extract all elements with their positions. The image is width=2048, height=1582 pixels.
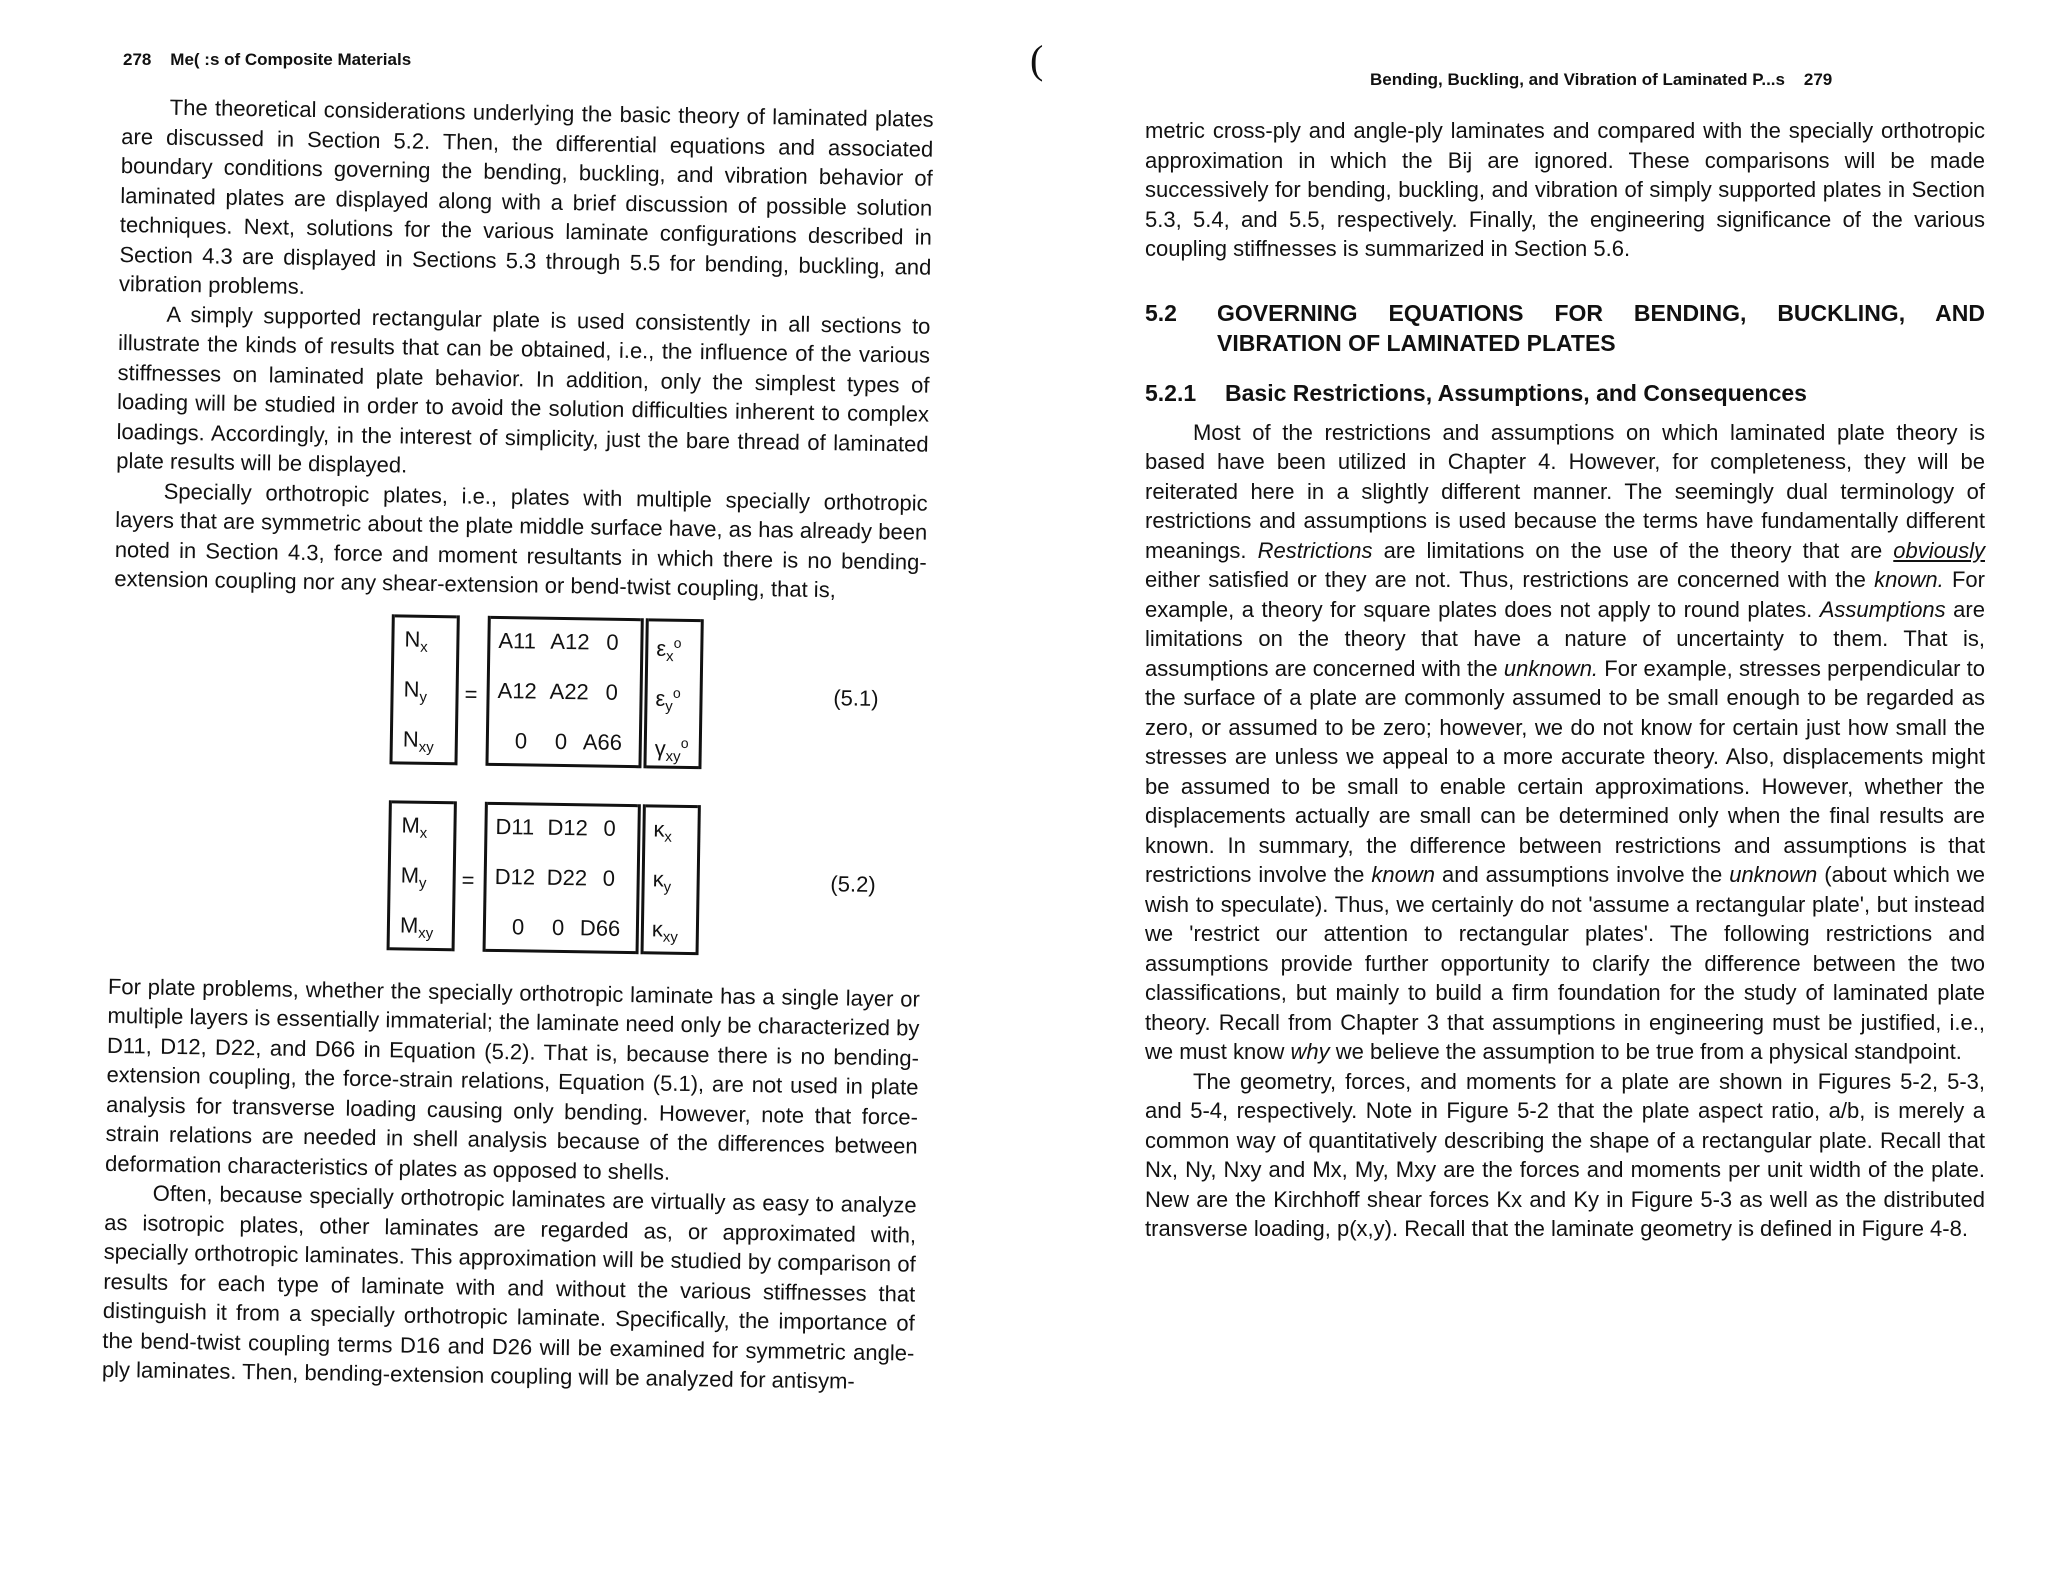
left-running-title: Me( :s of Composite Materials <box>170 50 412 69</box>
paragraph: metric cross-ply and angle-ply laminates and compared with the specially orthotropic approximation in which the Bij are ignored. These comparisons will be made successively for bending, buckling, and vibration of simply supported plates in Section 5.3, 5.4, and 5.5, respectively. Finally, the engineering significance of the various coupling stiffnesses is summarized in Section 5.6. <box>1145 118 1985 261</box>
paragraph: The geometry, forces, and moments for a plate are shown in Figures 5-2, 5-3, and 5-4, respectively. Note in Figure 5-2 that the plate aspect ratio, a/b, is merely a common way of quantitatively describing the shape of a rectangular plate. Recall that Nx, Ny, Nxy and Mx, My, Mxy are the forces and moments per unit width of the plate. New are the Kirchhoff shear forces Kx and Ky in Figure 5-3 as well as the distributed transverse loading, p(x,y). Recall that the laminate geometry is defined in Figure 4-8. <box>1145 1068 1985 1241</box>
equation-5-1: $N_x$ $N_y$ $N_{xy}$ = A11 A12 0 A12 A22 0 0 0 A66 $\varepsilon_x^o$ $\varepsilon_y^o$ $\gamma_{xy}^o$ (5.1) <box>111 599 926 788</box>
section-heading-5-2-1: 5.2.1 Basic Restrictions, Assumptions, and Consequences <box>1145 379 1807 406</box>
equation-number: (5.1) <box>833 684 879 711</box>
right-column-text <box>1145 116 1985 1244</box>
paragraph: The theoretical considerations underlying the basic theory of laminated plates are discussed in Section 5.2. Then, the differential equations and associated boundary conditions governing the bending, buckling, and vibration behavior of laminated plates are displayed along with a brief discussion of possible solution techniques. Next, solutions for the various laminate configurations described in Section 4.3 are displayed in Sections 5.3 through 5.5 for bending, buckling, and vibration problems. <box>118 94 934 299</box>
right-page-number: 279 <box>1803 70 1833 89</box>
left-page <box>0 0 1000 1582</box>
right-running-title: Bending, Buckling, and Vibration of Laminated P...s <box>1370 70 1785 89</box>
strain-vector: $\varepsilon_x^o$ $\varepsilon_y^o$ $\gamma_{xy}^o$ <box>643 618 703 769</box>
paragraph: Specially orthotropic plates, i.e., plates with multiple specially orthotropic layers that are symmetric about the plate middle surface have, as has already been noted in Section 4.3, force and moment resultants in which there is no bending-extension coupling nor any shear-extension or bend-twist coupling, that is, <box>114 478 928 603</box>
right-page <box>1040 0 2048 1582</box>
paragraph: For plate problems, whether the specially orthotropic laminate has a single layer or multiple layers is essentially immaterial; the laminate need only be characterized by D11, D12, D22, and D66 in Equation (5.2). That is, because there is no bending-extension coupling, the force-strain relations, Equation (5.1), are not used in plate analysis for transverse loading causing only bending. However, note that force-strain relations are needed in shell analysis because of the differences between deformation characteristics of plates as opposed to shells. <box>104 973 921 1185</box>
margin-mark: ( <box>1030 37 1044 82</box>
equation-5-2: $M_x$ $M_y$ $M_{xy}$ = D11 D12 0 D12 D22 0 0 0 D66 $\kappa_x$ $\kappa_y$ $\kappa_{xy}$ (5.2) <box>108 785 923 974</box>
right-running-head <box>1370 70 1832 90</box>
stiffness-matrix-d: D11 D12 0 D12 D22 0 0 0 D66 <box>483 801 641 953</box>
paragraph: Most of the restrictions and assumptions on which laminated plate theory is based have been utilized in Chapter 4. However, for completeness, they will be reiterated here in a slightly different manner. The seemingly dual terminology of restrictions and assumptions is used because the terms have fundamentally different meanings. Restrictions are limitations on the use of the theory that are obviously either satisfied or they are not. Thus, restrictions are concerned with the known. For example, a theory for square plates does not apply to round plates. Assumptions are limitations on the theory that have a nature of uncertainty to them. That is, assumptions are concerned with the unknown. For example, stresses perpendicular to the surface of a plate are commonly assumed to be small enough to be regarded as zero, or assumed to be zero; however, we do not know for certain just how small the stresses are unless we appeal to a more accurate theory. Also, displacements might be assumed to be small to enable certain approximations. However, whether the displacements actually are small can be determined only when the final results are known. In summary, the difference between restrictions and assumptions is that restrictions involve the known and assumptions involve the unknown (about which we wish to speculate). Thus, we certainly do not 'assume a rectangular plate', but instead we 'restrict our attention to rectangular plates'. The following restrictions and assumptions provide further opportunity to clarify the difference between the two classifications, but mainly to build a firm foundation for the study of laminated plate theory. Recall from Chapter 3 that assumptions in engineering must be justified, i.e., we must know why we believe the assumption to be true from a physical standpoint. <box>1145 419 1985 1064</box>
left-running-head <box>123 50 411 70</box>
curvature-vector: $\kappa_x$ $\kappa_y$ $\kappa_{xy}$ <box>641 804 701 955</box>
left-column-text <box>102 92 934 1397</box>
left-page-number: 278 <box>123 50 152 69</box>
section-heading-5-2: 5.2 GOVERNING EQUATIONS FOR BENDING, BUCKLING, AND VIBRATION OF LAMINATED PLATES <box>1145 299 1985 356</box>
paragraph: Often, because specially orthotropic laminates are virtually as easy to analyze as isotropic plates, other laminates are regarded as, or approximated with, specially orthotropic laminates. This approximation will be studied by comparison of results for each type of laminate with and without the various stiffnesses that distinguish it from a specially orthotropic laminate. Specifically, the importance of the bend-twist coupling terms D16 and D26 will be examined for symmetric angle-ply laminates. Then, bending-extension coupling will be analyzed for antisym- <box>101 1180 917 1394</box>
stiffness-matrix-a: A11 A12 0 A12 A22 0 0 0 A66 <box>485 615 643 767</box>
equation-number: (5.2) <box>830 870 876 897</box>
force-vector: $N_x$ $N_y$ $N_{xy}$ <box>389 614 459 765</box>
moment-vector: $M_x$ $M_y$ $M_{xy}$ <box>387 800 457 951</box>
paragraph: A simply supported rectangular plate is used consistently in all sections to illustrate the kinds of results that can be obtained, i.e., the influence of the various stiffnesses on laminated plate behavior. In addition, only the simplest types of loading will be studied in order to avoid the solution difficulties inherent to complex loadings. Accordingly, in the interest of simplicity, just the bare thread of laminated plate results will be displayed. <box>116 301 931 478</box>
